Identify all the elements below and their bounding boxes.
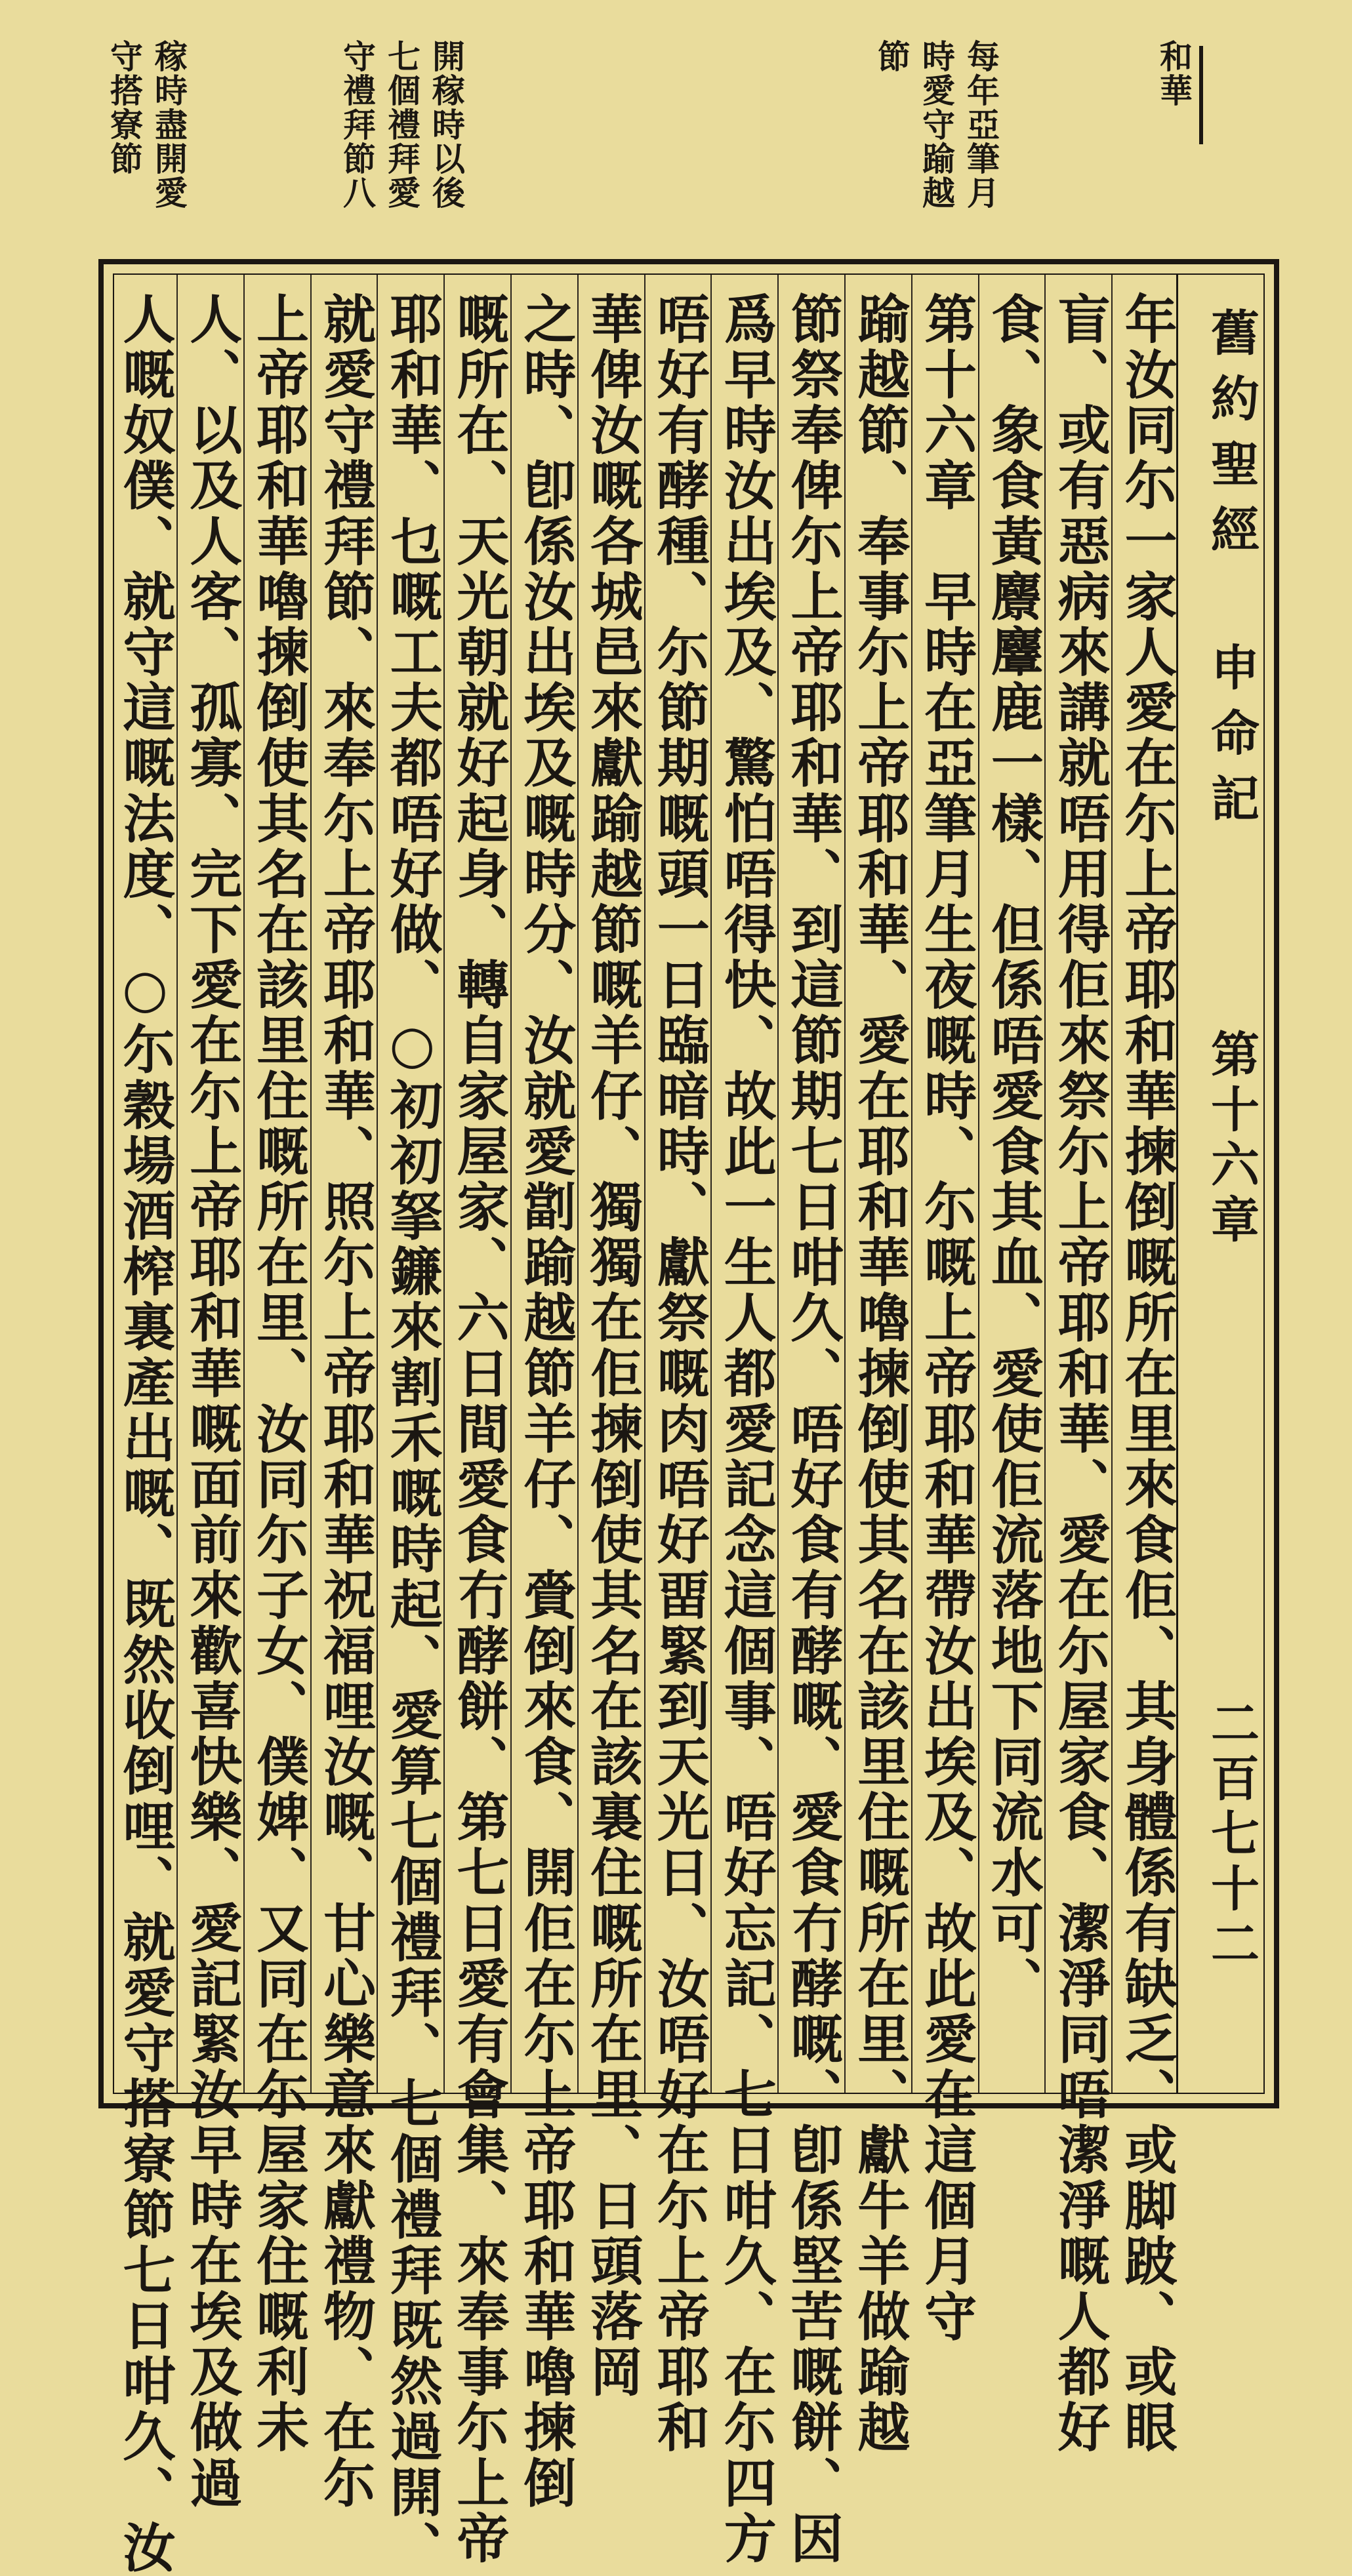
note-rule — [1199, 46, 1203, 144]
marginal-note-line: 開稼時以後 — [427, 39, 466, 210]
book-title: 舊約聖經 — [1203, 308, 1260, 570]
marginal-note-line: 守禮拜節八 — [338, 39, 377, 210]
marginal-note-line: 節 — [872, 39, 911, 73]
text-column: 就愛守禮拜節、來奉尓上帝耶和華、照尓上帝耶和華祝福哩汝嘅、甘心樂意來獻禮物、在尓 — [310, 275, 377, 2093]
marginal-note-1 — [1155, 39, 1203, 144]
text-column: 人、以及人客、孤寡、完下愛在尓上帝耶和華嘅面前來歡喜快樂、愛記緊汝早時在埃及做過 — [176, 275, 243, 2093]
marginal-note-line: 和華 — [1155, 39, 1193, 108]
text-column: 華俾汝嘅各城邑來獻踰越節嘅羊仔、獨獨在佢揀倒使其名在該裏住嘅所在里、日頭落岡 — [577, 275, 644, 2093]
page-number: 二百七十二 — [1203, 1698, 1260, 1973]
marginal-note-line: 每年亞筆月 — [962, 39, 1000, 210]
chapter-label: 第十六章 — [1203, 1029, 1260, 1249]
ghost-show-through — [1050, 39, 1088, 73]
text-column: 食、象食黃麖麞鹿一樣、但係唔愛食其血、愛使佢流落地下同流水可、 — [978, 275, 1045, 2093]
text-column: 年汝同尓一家人愛在尓上帝耶和華揀倒嘅所在里來食佢、其身體係有缺乏、或脚跛、或眼 — [1111, 275, 1178, 2093]
text-column: 嘅所在、天光朝就好起身、轉自家屋家、六日間愛食冇酵餅、第七日愛有會集、來奉事尓上帝 — [443, 275, 510, 2093]
text-column: 踰越節、奉事尓上帝耶和華、愛在耶和華嚕揀倒使其名在該里住嘅所在里、獻牛羊做踰越 — [844, 275, 911, 2093]
book-name: 申命記 — [1203, 642, 1260, 839]
body-text — [109, 275, 1178, 2576]
marginal-note-line: 時愛守踰越 — [917, 39, 956, 210]
text-column: 人嘅奴僕、就守這嘅法度、○尓穀場酒榨裏產出嘅、既然收倒哩、就愛守搭寮節七日咁久、汝 — [114, 292, 176, 2576]
text-column: 唔好有酵種、尓節期嘅頭一日臨暗時、獻祭嘅肉唔好畱緊到天光日、汝唔好在尓上帝耶和 — [644, 275, 711, 2093]
text-column: 盲、或有惡病來講就唔用得佢來祭尓上帝耶和華、愛在尓屋家食、潔淨同唔潔淨嘅人都好 — [1044, 275, 1111, 2093]
text-column: 耶和華、乜嘅工夫都唔好做、○初初拏鐮來割禾嘅時起、愛算七個禮拜、七個禮拜既然過開、 — [377, 275, 443, 2093]
marginal-note-line: 守搭寮節 — [105, 39, 144, 176]
page-frame-inner — [113, 273, 1265, 2576]
marginal-note-2 — [872, 39, 1000, 210]
top-marginal-notes — [79, 39, 1260, 256]
ghost-line — [1050, 39, 1088, 73]
marginal-note-4 — [105, 39, 188, 210]
text-column: 上帝耶和華嚕揀倒使其名在該里住嘅所在里、汝同尓子女、僕婢、又同在尓屋家住嘅利未 — [243, 275, 310, 2093]
marginal-note-3 — [338, 39, 465, 210]
page-frame — [98, 259, 1279, 2576]
running-header — [1176, 275, 1263, 2093]
marginal-note-line: 七個禮拜愛 — [382, 39, 421, 210]
text-column: 第十六章 早時在亞筆月生夜嘅時、尓嘅上帝耶和華帶汝出埃及、故此愛在這個月守 — [911, 275, 978, 2093]
text-column: 爲早時汝出埃及、驚怕唔得快、故此一生人都愛記念這個事、唔好忘記、七日咁久、在尓四方 — [710, 275, 777, 2093]
text-column: 之時、卽係汝出埃及嘅時分、汝就愛劏踰越節羊仔、賫倒來食、開佢在尓上帝耶和華嚕揀倒 — [510, 275, 577, 2093]
marginal-note-line: 稼時盡開愛 — [150, 39, 188, 210]
text-column: 節祭奉俾尓上帝耶和華、到這節期七日咁久、唔好食有酵嘅、愛食冇酵嘅、卽係堅苦嘅餅、因 — [777, 275, 844, 2093]
